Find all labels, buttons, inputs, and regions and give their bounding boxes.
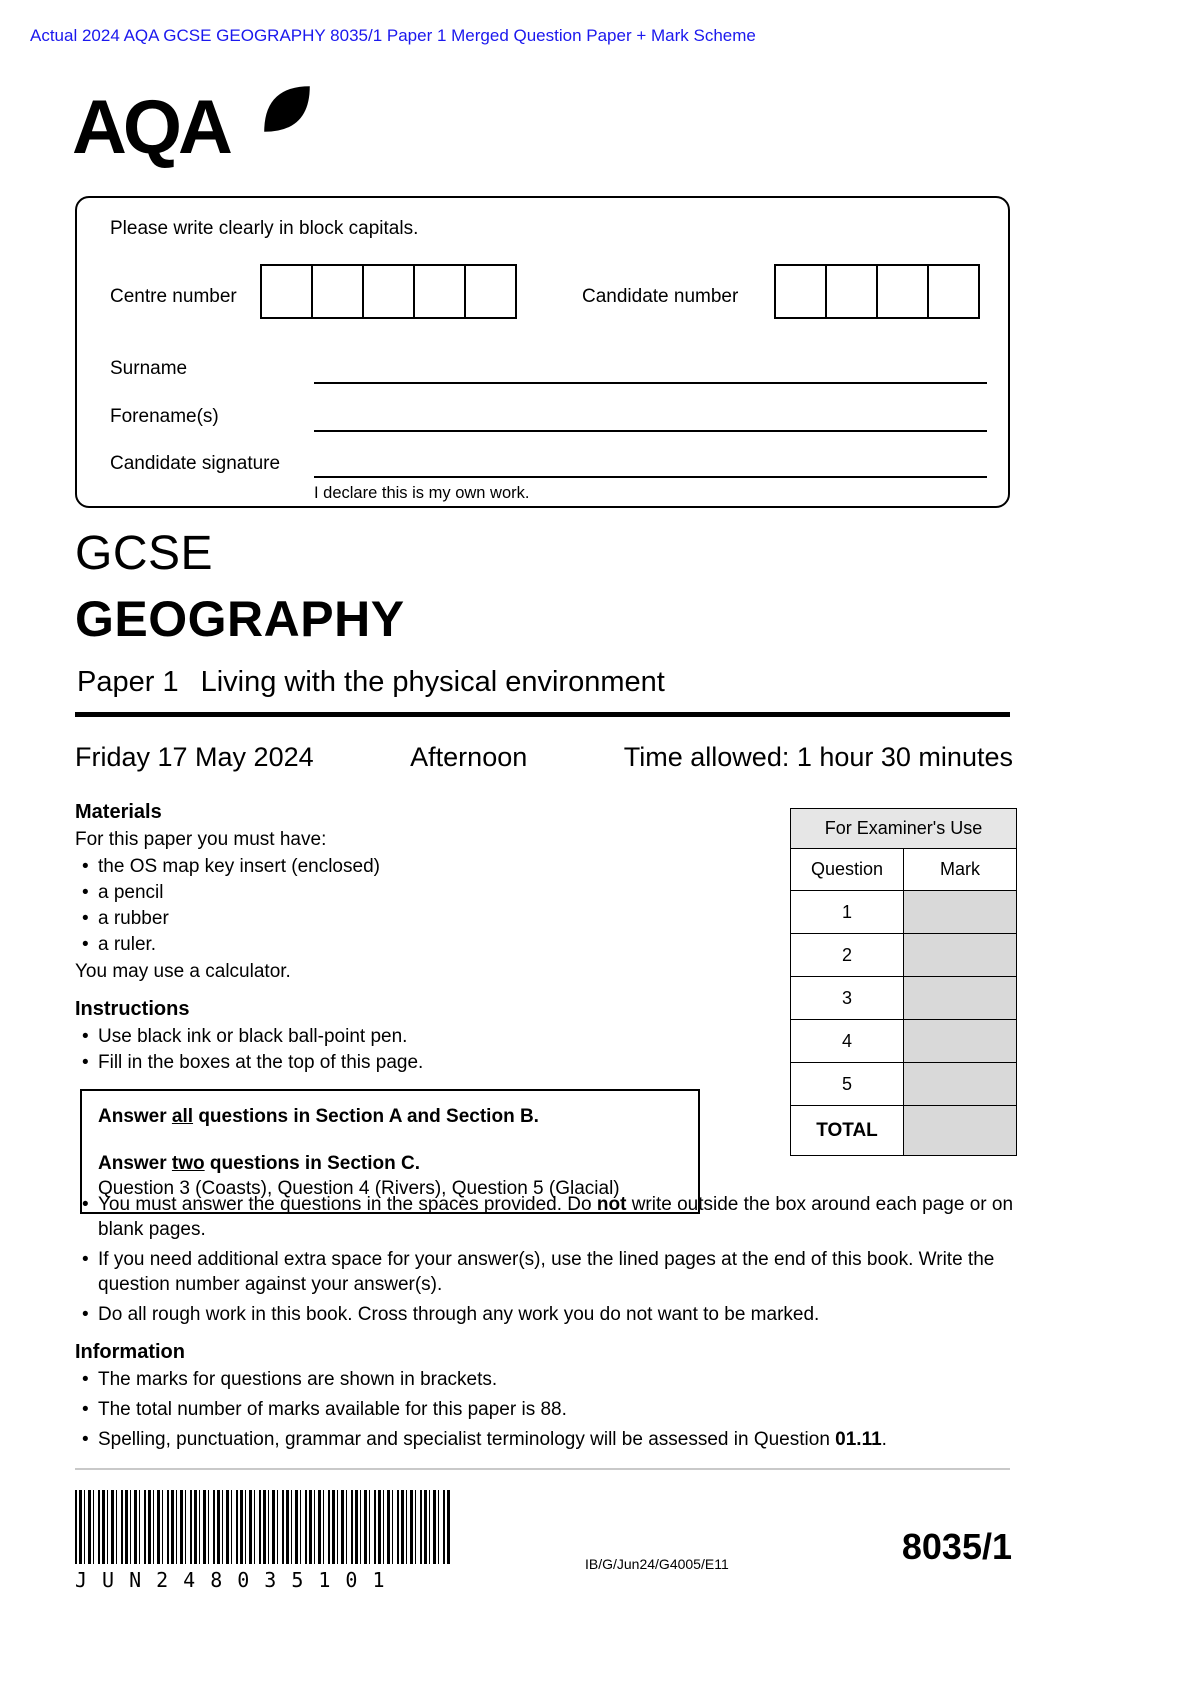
barcode-text: JUN248035101 (75, 1568, 400, 1592)
surname-input-line[interactable] (314, 382, 987, 384)
materials-item: • a rubber (75, 906, 777, 931)
qualification-title: GCSE (75, 527, 214, 580)
section-c-options: Question 3 (Coasts), Question 4 (Rivers), Question 5 (Glacial) (98, 1178, 620, 1199)
footer-divider-rule (75, 1468, 1010, 1470)
candidate-number-field (774, 264, 978, 319)
general-rule: • If you need additional extra space for your answer(s), use the lined pages at the end of this book. Write the question number against your answer(s). (75, 1247, 1015, 1297)
time-allowed: Time allowed: 1 hour 30 minutes (623, 742, 1013, 772)
declaration-text: I declare this is my own work. (314, 484, 530, 502)
question-number-cell: 3 (791, 977, 904, 1020)
block-capitals-instruction: Please write clearly in block capitals. (110, 218, 419, 239)
title-divider-rule (75, 712, 1010, 717)
centre-number-field (260, 264, 515, 319)
calculator-note: You may use a calculator. (75, 961, 291, 982)
materials-intro: For this paper you must have: (75, 829, 327, 850)
mark-column-header: Mark (904, 849, 1017, 891)
subject-title: GEOGRAPHY (75, 591, 405, 647)
general-rule: • Do all rough work in this book. Cross through any work you do not want to be marked. (75, 1302, 1015, 1327)
rule-text: write outside the box around each page or on blank pages. (98, 1194, 1014, 1240)
question-number-cell: 4 (791, 1020, 904, 1063)
question-number-cell: 2 (791, 934, 904, 977)
answer-rule-text: Answer (98, 1153, 172, 1174)
centre-number-box[interactable] (464, 264, 517, 319)
materials-heading: Materials (75, 801, 162, 823)
general-rules-section (75, 1190, 1015, 1457)
instructions-heading: Instructions (75, 998, 190, 1020)
mark-cell (904, 934, 1017, 977)
signature-input-line[interactable] (314, 476, 987, 478)
document-title-link[interactable]: Actual 2024 AQA GCSE GEOGRAPHY 8035/1 Paper 1 Merged Question Paper + Mark Scheme (30, 26, 756, 45)
information-item: • The marks for questions are shown in brackets. (75, 1367, 1015, 1392)
mark-cell (904, 1020, 1017, 1063)
left-column (75, 800, 777, 1214)
answer-rule-text: Answer (98, 1106, 172, 1127)
information-item (75, 1427, 1015, 1452)
centre-number-box[interactable] (413, 264, 466, 319)
reference-code: IB/G/Jun24/G4005/E11 (585, 1556, 729, 1572)
centre-number-box[interactable] (260, 264, 313, 319)
forenames-label: Forename(s) (110, 406, 219, 427)
candidate-number-box[interactable] (774, 264, 827, 319)
session-row (75, 742, 1013, 773)
surname-label: Surname (110, 358, 188, 379)
rule-emphasis: not (596, 1194, 627, 1215)
information-heading: Information (75, 1341, 185, 1363)
answer-rule-text: questions in Section C. (204, 1153, 420, 1174)
signature-label: Candidate signature (110, 453, 281, 474)
rule-text: You must answer the questions in the spaces provided. Do (98, 1194, 597, 1215)
answer-rule-emphasis: all (171, 1106, 194, 1127)
materials-item: • a ruler. (75, 932, 777, 957)
exam-date: Friday 17 May 2024 (75, 742, 314, 772)
barcode-block (75, 1490, 450, 1592)
exam-session: Afternoon (410, 742, 528, 772)
materials-item: • the OS map key insert (enclosed) (75, 854, 777, 879)
candidate-number-box[interactable] (825, 264, 878, 319)
question-number-cell: 1 (791, 891, 904, 934)
answer-rule-sections-ab (98, 1104, 682, 1129)
information-item: • The total number of marks available for this paper is 88. (75, 1397, 1015, 1422)
candidate-number-box[interactable] (927, 264, 980, 319)
info-emphasis: 01.11 (835, 1429, 882, 1450)
examiner-table-title: For Examiner's Use (791, 809, 1017, 849)
paper-title-line (77, 666, 665, 699)
instructions-item: • Use black ink or black ball-point pen. (75, 1024, 777, 1049)
general-rule (75, 1192, 1015, 1242)
candidate-details-box (75, 196, 1010, 508)
paper-name: Living with the physical environment (200, 666, 665, 698)
materials-item: • a pencil (75, 880, 777, 905)
centre-number-box[interactable] (362, 264, 415, 319)
materials-list (75, 854, 777, 957)
question-number-cell: 5 (791, 1063, 904, 1106)
centre-number-box[interactable] (311, 264, 364, 319)
forenames-input-line[interactable] (314, 430, 987, 432)
examiner-use-table (790, 808, 1017, 1156)
centre-number-label: Centre number (110, 286, 237, 307)
question-column-header: Question (791, 849, 904, 891)
answer-rule-section-c (98, 1151, 682, 1176)
total-label-cell: TOTAL (791, 1106, 904, 1156)
spacer (98, 1129, 682, 1151)
info-text: Spelling, punctuation, grammar and specialist terminology will be assessed in Question (98, 1429, 836, 1450)
answer-rule-text: questions in Section A and Section B. (193, 1106, 539, 1127)
barcode-image (75, 1490, 450, 1564)
info-text: . (881, 1429, 887, 1450)
candidate-number-box[interactable] (876, 264, 929, 319)
aqa-logo-text: AQA (72, 85, 229, 170)
paper-code: 8035/1 (901, 1526, 1012, 1567)
information-list (75, 1367, 1015, 1452)
total-mark-cell (904, 1106, 1017, 1156)
general-rules-list (75, 1192, 1015, 1327)
mark-cell (904, 1063, 1017, 1106)
aqa-logo (72, 84, 332, 174)
paper-number: Paper 1 (77, 666, 179, 698)
aqa-leaf-icon (258, 80, 316, 138)
instructions-item: • Fill in the boxes at the top of this page. (75, 1050, 777, 1075)
mark-cell (904, 891, 1017, 934)
instructions-list (75, 1024, 777, 1075)
answer-rule-emphasis: two (171, 1153, 205, 1174)
mark-cell (904, 977, 1017, 1020)
candidate-number-label: Candidate number (582, 286, 739, 307)
